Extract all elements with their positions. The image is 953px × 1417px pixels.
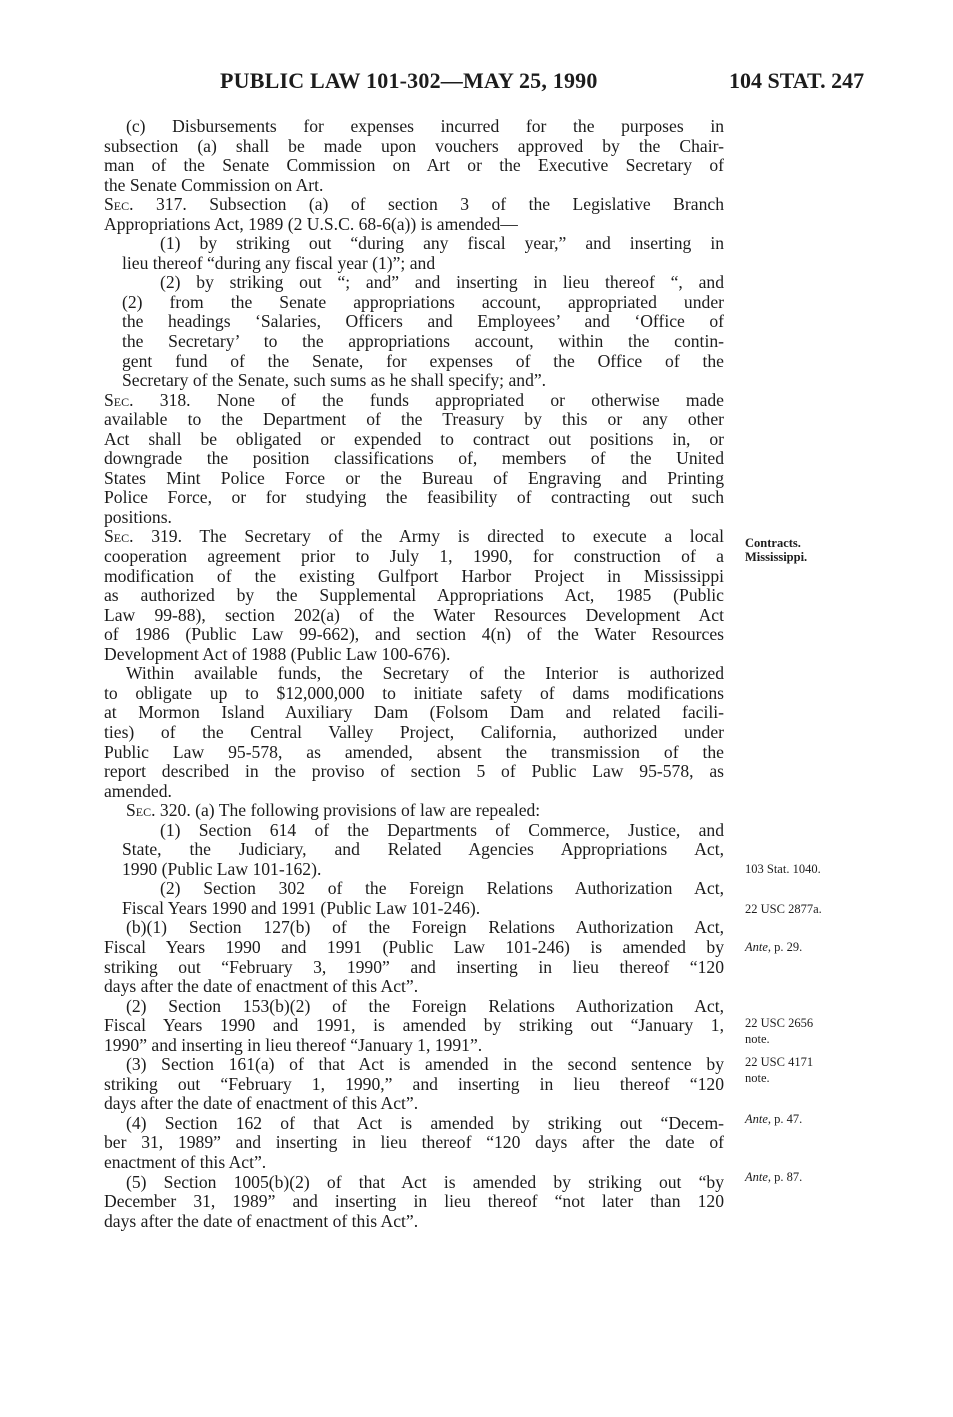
text-line: ties) of the Central Valley Project, California, authorized under — [104, 721, 724, 742]
text-line: Appropriations Act, 1989 (2 U.S.C. 68-6(a)) is amended— — [104, 213, 518, 234]
text-line: (2) Section 153(b)(2) of the Foreign Relations Authorization Act, — [126, 995, 724, 1016]
text-line: as authorized by the Supplemental Appropriations Act, 1985 (Public — [104, 585, 724, 606]
text-line: Development Act of 1988 (Public Law 100-676). — [104, 643, 451, 664]
text-line: of 1986 (Public Law 99-662), and section 4(n) of the Water Resources — [104, 624, 724, 645]
line-text: 320. (a) The following provisions of law are repealed: — [155, 800, 541, 821]
text-line: to obligate up to $12,000,000 to initiate safety of dams modifications — [104, 682, 724, 703]
text-line: ber 31, 1989” and inserting in lieu thereof “120 days after the date of — [104, 1132, 724, 1153]
text-line: the headings ‘Salaries, Officers and Employees’ and ‘Office of — [122, 311, 724, 332]
line-text: 318. None of the funds appropriated or otherwise made — [133, 389, 724, 410]
margin-note: note. — [745, 1032, 770, 1046]
text-line: Fiscal Years 1990 and 1991 (Public Law 101-246). — [122, 897, 481, 918]
page-header — [0, 68, 953, 98]
text-line: States Mint Police Force or the Bureau of Engraving and Printing — [104, 467, 724, 488]
text-line: (b)(1) Section 127(b) of the Foreign Relations Authorization Act, — [126, 917, 724, 938]
running-head-title: PUBLIC LAW 101-302—MAY 25, 1990 — [220, 68, 598, 93]
text-line: days after the date of enactment of this Act”. — [104, 1210, 419, 1231]
text-line: 1990” and inserting in lieu thereof “January 1, 1991”. — [104, 1034, 483, 1055]
margin-note: note. — [745, 1071, 770, 1085]
section-label: Sec. — [126, 800, 156, 821]
text-line: man of the Senate Commission on Art or the Executive Secretary of — [104, 155, 724, 176]
text-line: report described in the proviso of section 5 of Public Law 95-578, as — [104, 761, 724, 782]
text-line — [104, 801, 724, 821]
text-line: at Mormon Island Auxiliary Dam (Folsom Dam and related facili- — [104, 702, 724, 723]
text-line: Police Force, or for studying the feasibility of contracting out such — [104, 487, 724, 508]
margin-note: 22 USC 4171 — [745, 1055, 814, 1069]
text-line: (2) from the Senate appropriations account, appropriated under — [122, 291, 724, 312]
text-line: lieu thereof “during any fiscal year (1)”; and — [122, 252, 436, 273]
margin-note: 22 USC 2656 — [745, 1016, 814, 1030]
margin-note: 103 Stat. 1040. — [745, 862, 821, 876]
law-text-body — [104, 117, 724, 1231]
text-line: gent fund of the Senate, for expenses of the Office of the — [122, 350, 724, 371]
text-line: days after the date of enactment of this Act”. — [104, 1093, 419, 1114]
text-line — [104, 527, 724, 547]
text-line: available to the Department of the Treasury by this or any other — [104, 409, 724, 430]
line-text: 319. The Secretary of the Army is directed to execute a local — [133, 526, 724, 547]
text-line: Law 99-88), section 202(a) of the Water Resources Development Act — [104, 604, 724, 625]
text-line: enactment of this Act”. — [104, 1151, 267, 1172]
text-line: (4) Section 162 of that Act is amended by striking out “Decem- — [126, 1112, 724, 1133]
text-line: 1990 (Public Law 101-162). — [122, 858, 322, 879]
text-line: (2) Section 302 of the Foreign Relations Authorization Act, — [160, 878, 724, 899]
section-label: Sec. — [104, 526, 134, 547]
margin-note: Contracts. — [745, 536, 801, 550]
text-line: (1) by striking out “during any fiscal year,” and inserting in — [160, 233, 724, 254]
text-line: (1) Section 614 of the Departments of Commerce, Justice, and — [160, 819, 724, 840]
text-line: Act shall be obligated or expended to contract out positions in, or — [104, 428, 724, 449]
margin-note: Ante, p. 29. — [745, 940, 803, 954]
text-line: amended. — [104, 780, 172, 801]
margin-note: Ante, p. 47. — [745, 1112, 803, 1126]
text-line: December 31, 1989” and inserting in lieu thereof “not later than 120 — [104, 1191, 724, 1212]
text-line: modification of the existing Gulfport Harbor Project in Mississippi — [104, 565, 724, 586]
line-text: 317. Subsection (a) of section 3 of the Legislative Branch — [133, 194, 724, 215]
text-line — [104, 195, 724, 215]
text-line: subsection (a) shall be made upon vouchers approved by the Chair- — [104, 135, 724, 156]
margin-note: Mississippi. — [745, 550, 808, 564]
stat-page-number: 104 STAT. 247 — [729, 68, 865, 93]
text-line: striking out “February 1, 1990,” and inserting in lieu thereof “120 — [104, 1073, 724, 1094]
text-line: days after the date of enactment of this Act”. — [104, 976, 419, 997]
text-line: positions. — [104, 506, 172, 527]
text-line: Fiscal Years 1990 and 1991, is amended by striking out “January 1, — [104, 1015, 724, 1036]
text-line: (2) by striking out “; and” and inserting in lieu thereof “, and — [160, 272, 724, 293]
text-line: Secretary of the Senate, such sums as he shall specify; and”. — [122, 370, 547, 391]
text-line: Within available funds, the Secretary of the Interior is authorized — [126, 663, 724, 684]
margin-note: 22 USC 2877a. — [745, 902, 822, 916]
text-line — [104, 391, 724, 411]
text-line: (c) Disbursements for expenses incurred for the purposes in — [126, 116, 724, 136]
text-line: Fiscal Years 1990 and 1991 (Public Law 101-246) is amended by — [104, 936, 724, 957]
section-label: Sec. — [104, 389, 134, 410]
text-line: downgrade the position classifications of, members of the United — [104, 448, 724, 469]
text-line: striking out “February 3, 1990” and inserting in lieu thereof “120 — [104, 956, 724, 977]
text-line: (3) Section 161(a) of that Act is amended in the second sentence by — [126, 1054, 724, 1075]
text-line: State, the Judiciary, and Related Agencies Appropriations Act, — [122, 839, 724, 860]
text-line: cooperation agreement prior to July 1, 1990, for construction of a — [104, 546, 724, 567]
margin-note: Ante, p. 87. — [745, 1170, 803, 1184]
text-line: Public Law 95-578, as amended, absent the transmission of the — [104, 741, 724, 762]
section-label: Sec. — [104, 194, 134, 215]
text-line: (5) Section 1005(b)(2) of that Act is amended by striking out “by — [126, 1171, 724, 1192]
text-line: the Senate Commission on Art. — [104, 174, 324, 195]
text-line: the Secretary’ to the appropriations account, within the contin- — [122, 331, 724, 352]
